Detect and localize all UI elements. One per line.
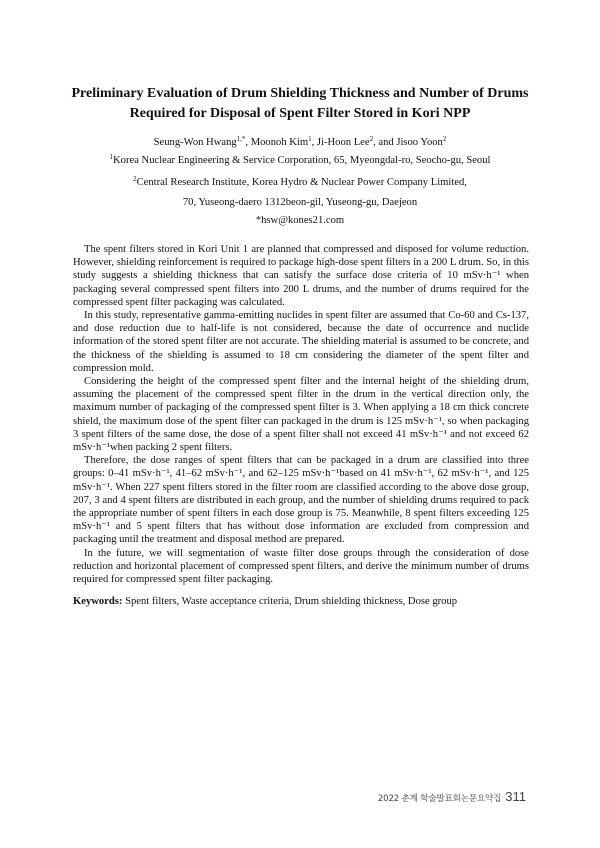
keywords-label: Keywords: <box>73 596 123 607</box>
affiliation-1 <box>40 154 560 168</box>
corresponding-email: *hsw@kones21.com <box>255 215 345 226</box>
abstract-paragraph: In the future, we will segmentation of waste filter dose groups through the consideration of dose reduction and horizontal placement of compressed spent filters, and derive the minimum number of drums required for compressed spent filter packaging. <box>73 547 529 586</box>
author-list <box>40 136 560 150</box>
keywords <box>73 595 533 609</box>
affiliation-mark: 2 <box>133 175 137 183</box>
affiliation-text: Central Research Institute, Korea Hydro & Nuclear Power Company Limited, <box>136 177 467 188</box>
author-name: , and Jisoo Yoon <box>373 137 443 148</box>
title-line-2: Required for Disposal of Spent Filter Stored in Kori NPP <box>129 106 471 121</box>
abstract-body <box>73 243 529 586</box>
abstract-paragraph: The spent filters stored in Kori Unit 1 are planned that compressed and disposed for volume reduction. However, shielding reinforcement is required to package high-dose spent filters in a 200 L drum. So, in this study suggests a shielding thickness that can satisfy the surface dose criteria of 10 mSv·h⁻¹ when packaging several compressed spent filters into 200 L drums, and the number of drums required for the compressed spent filter packaging was calculated. <box>73 244 529 308</box>
page-footer <box>378 789 526 804</box>
affiliation-mark: 1 <box>109 153 114 161</box>
abstract-paragraph: Therefore, the dose ranges of spent filters that can be packaged in a drum are classified into three groups: 0–41 mSv·h⁻¹, 41–62 mSv·h⁻¹, and 62–125 mSv·h⁻¹based on 41 mSv·h⁻¹, 62 mSv·h⁻¹, and 125 mSv·h⁻¹. When 227 spent filters stored in the filter room are classified according to the above dose group, 207, 3 and 4 spent filters are distributed in each group, and the number of shielding drums required to pack the appropriate number of spent filters in each dose group is 75. Meanwhile, 8 spent filters exceeding 125 mSv·h⁻¹ and 5 spent filters that has without dose information are excluded from compression and packaging until the treatment and disposal method are prepared. <box>73 455 529 546</box>
author-name: Seung-Won Hwang <box>153 137 237 148</box>
author-affiliation-mark: 1 <box>308 135 312 143</box>
author-affiliation-mark: 2 <box>442 135 447 143</box>
author-name: , Moonoh Kim <box>245 137 309 148</box>
author-affiliation-mark: 1,* <box>236 135 246 143</box>
paper-title <box>60 84 540 124</box>
author-name: , Ji-Hoon Lee <box>311 137 370 148</box>
title-line-1: Preliminary Evaluation of Drum Shielding Thickness and Number of Drums <box>71 86 529 101</box>
abstract-paragraph: Considering the height of the compressed spent filter and the internal height of the shielding drum, assuming the placement of the compressed spent filter in the drum in the vertical direction only, the maximum number of packaging of the compressed spent filter is 3. When applying a 18 cm thick concrete shield, the maximum dose of the spent filter can packaged in the drum is 125 mSv·h⁻¹, so when packaging 3 spent filters of the same dose, the dose of a spent filter shall not exceed 41 mSv·h⁻¹ and not exceed 62 mSv·h⁻¹when packing 2 spent filters. <box>73 376 529 454</box>
keywords-text: Spent filters, Waste acceptance criteria, Drum shielding thickness, Dose group <box>122 596 458 607</box>
page-number: 311 <box>505 789 526 804</box>
journal-name: 2022 춘계 학술발표회논문요약집 <box>377 794 502 804</box>
abstract-paragraph: In this study, representative gamma-emitting nuclides in spent filter are assumed that Co-60 and Cs-137, and dose reduction due to half-life is not considered, because the date of occurrence and nuclide information of the stored spent filter are not accurate. The shielding material is assumed to be concrete, and the thickness of the shielding is assumed to 18 cm considering the diameter of the spent filter and compression mold. <box>73 310 529 374</box>
affiliation-2-address: 70, Yuseong-daero 1312beon-gil, Yuseong-gu, Daejeon <box>182 197 418 208</box>
affiliation-text: Korea Nuclear Engineering & Service Corporation, 65, Myeongdal-ro, Seocho-gu, Seoul <box>113 155 491 166</box>
author-affiliation-mark: 2 <box>369 135 374 143</box>
affiliation-2 <box>40 176 560 190</box>
